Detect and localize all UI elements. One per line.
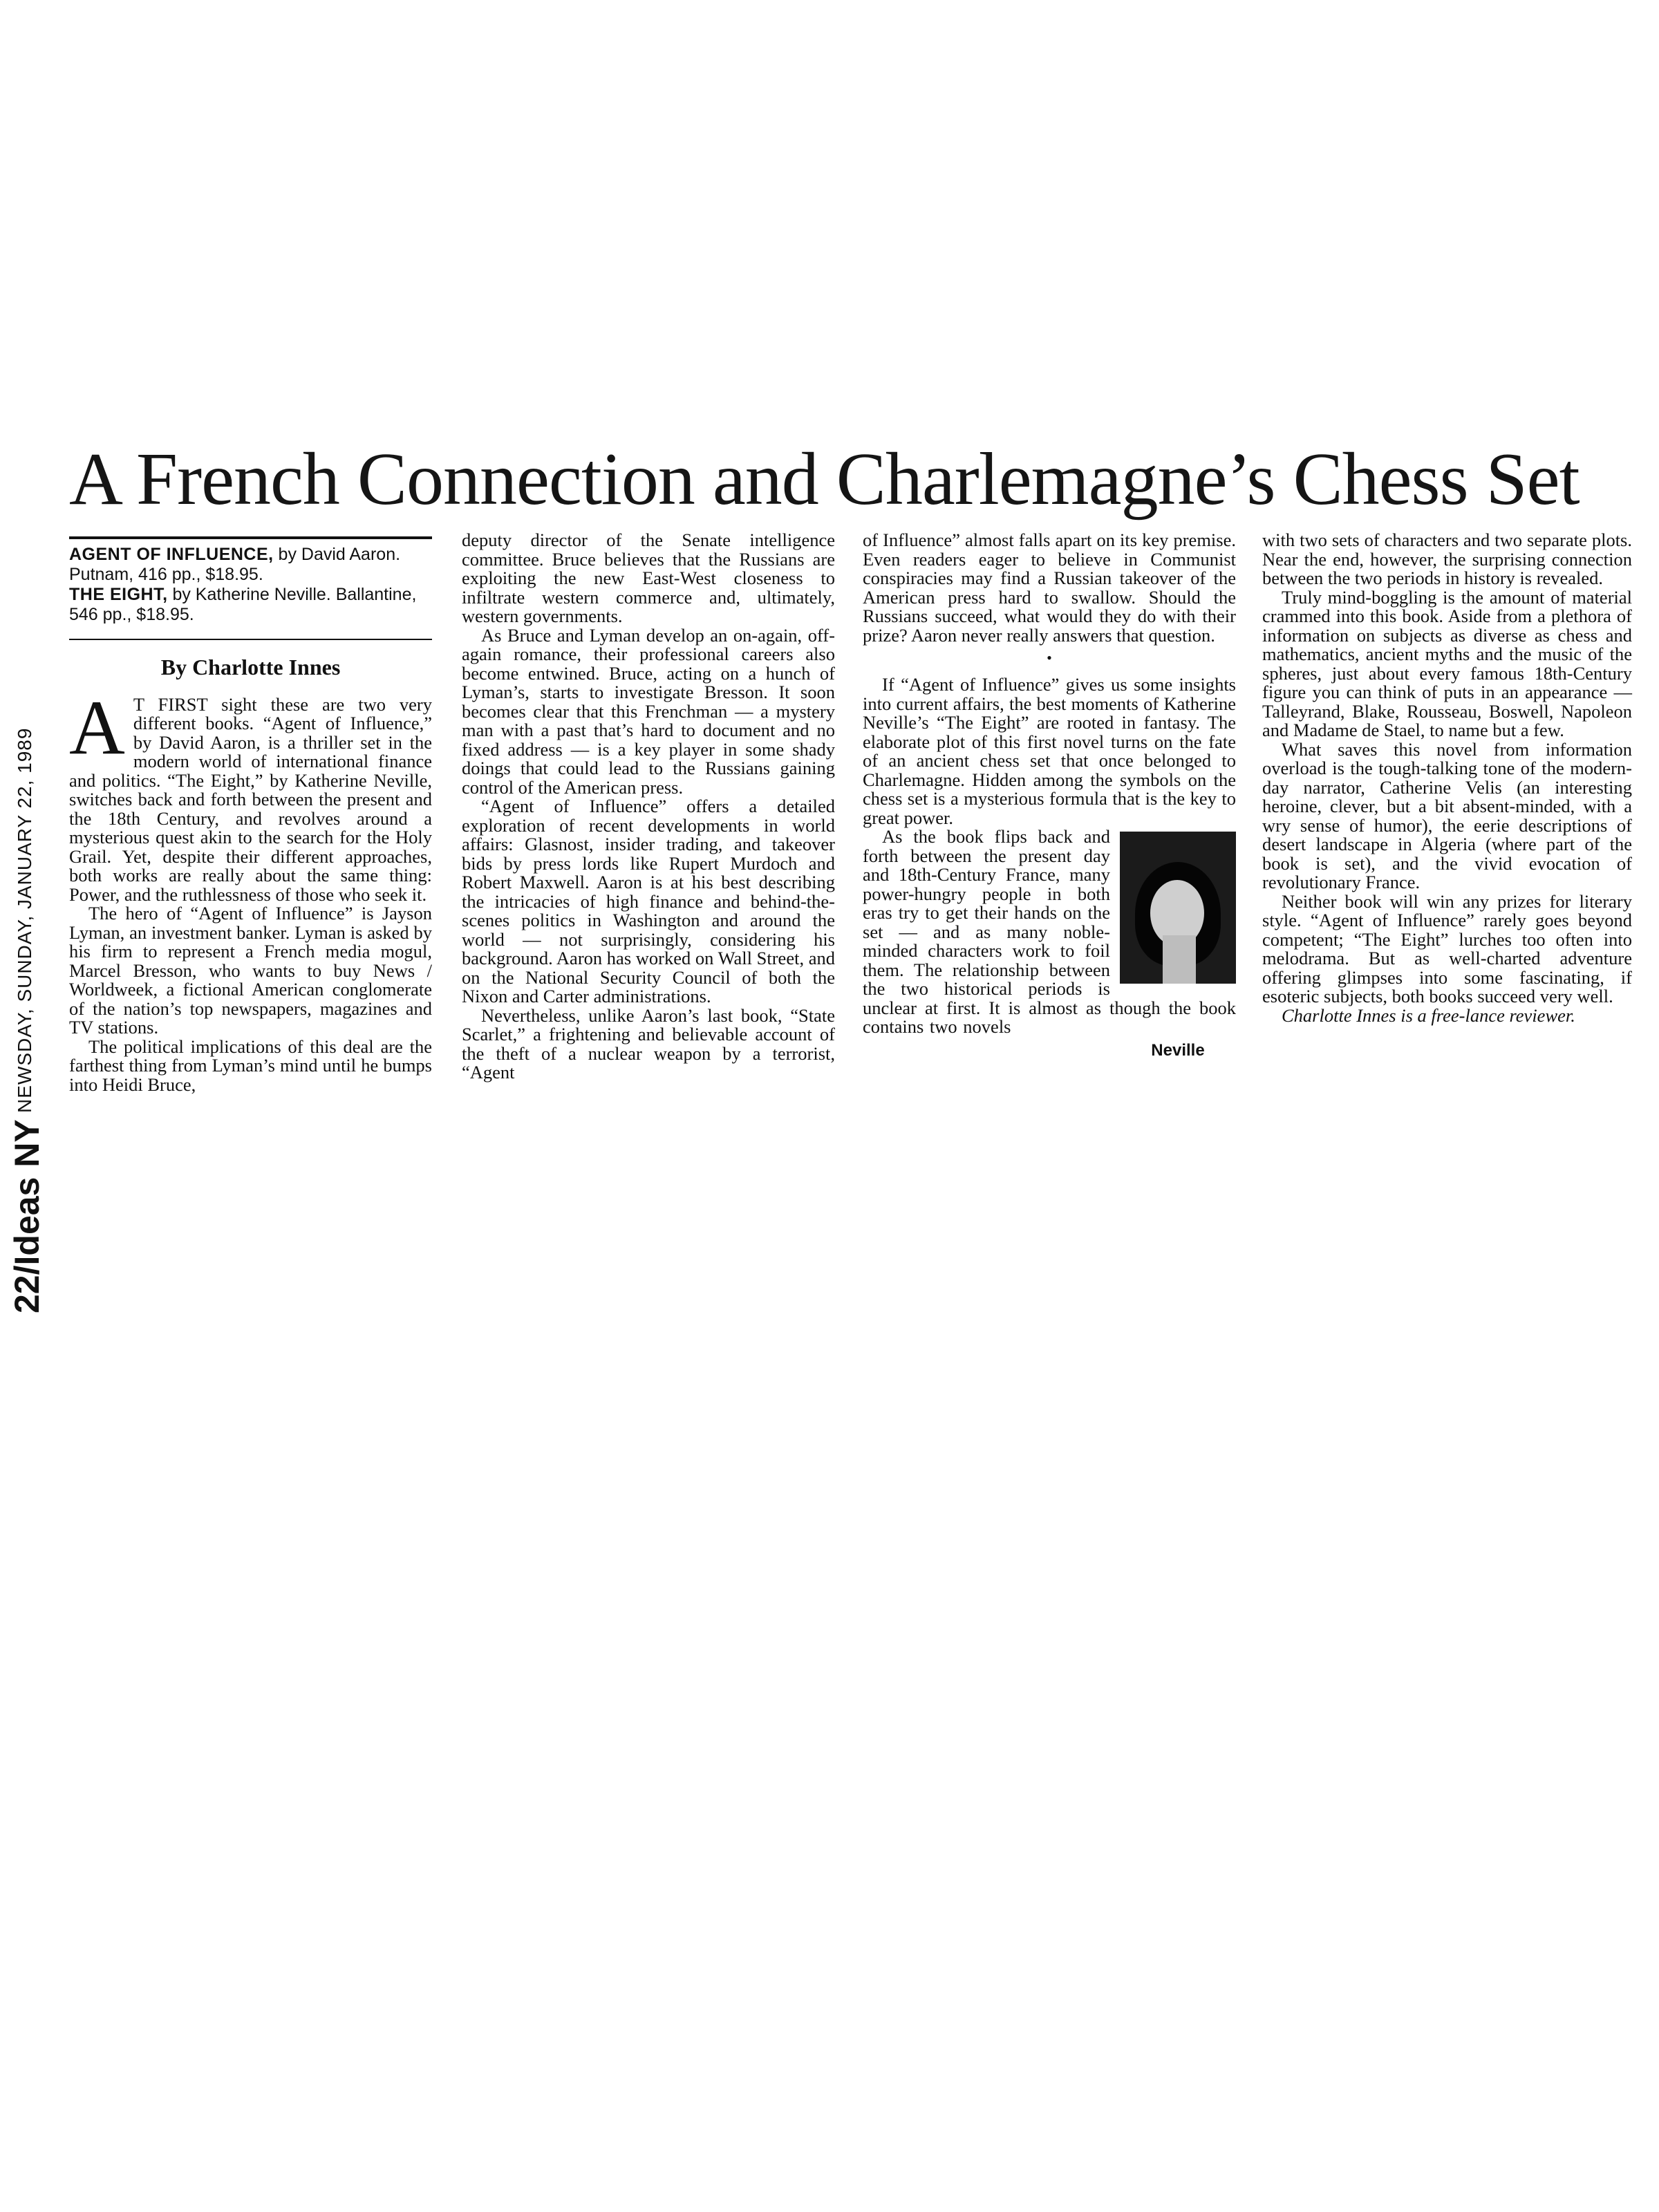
paragraph-11: with two sets of characters and two separate plots. Near the end, however, the surprising connection between the two periods in history is revealed. [1262,529,1632,588]
photo-caption: Neville [1151,1040,1205,1060]
paragraph-5: As Bruce and Lyman develop an on-again, off-again romance, their professional careers also become entwined. Bruce, acting on a hunch of Lyman’s, starts to investigate Bresson. It soon becomes clear that this Frenchman — a mystery man with a past that’s hard to document and no fixed address — is a key player in some shady doings that could lead to the Russians gaining control of the American press. [462,624,835,798]
paragraph-7: Nevertheless, unlike Aaron’s last book, “State Scarlet,” a frightening and believable account of the theft of a nuclear weapon by a terrorist, “Agent [462,1004,835,1082]
paragraph-4: deputy director of the Senate intelligence committee. Bruce believes that the Russians are exploiting the new East-West closeness to infiltrate western commerce and, ultimately, western governments. [462,529,835,626]
paragraph-14: Neither book will win any prizes for literary style. “Agent of Influence” rarely goes beyond competent; “The Eight” lurches too often into melodrama. But as well-charted adventure offering glimpses into some fascinating, if esoteric subjects, both books succeed very well. [1262,890,1632,1006]
section-separator: • [1047,649,1052,666]
section-tag: 22/Ideas NY [8,1119,46,1313]
column-1 [69,532,432,1094]
paragraph-3: The political implications of this deal are the farthest thing from Lyman’s mind until he bumps into Heidi Bruce, [69,1035,432,1095]
column-3 [863,531,1236,1060]
paragraph-12: Truly mind-boggling is the amount of material crammed into this book. Aside from a plethora of information on subjects as diverse as chess and mathematics, ancient myths and the music of the spheres, just about every famous 18th-Century figure you can think of puts in an appearance — Talleyrand, Blake, Rousseau, Boswell, Napoleon and Madame de Stael, to name but a few. [1262,586,1632,740]
paragraph-10-text: As the book flips back and forth between the present day and 18th-Century France, many power-hungry people in both eras try to get their hands on the set — and as many noble-minded characters work to foil them. The relationship between the two historical periods is unclear at first. It is almost as though the book contains two novels [863,826,1236,1037]
book-info-2 [69,585,432,625]
book-info-rule [69,639,432,640]
reviewer-tagline: Charlotte Innes is a free-lance reviewer. [1282,1004,1575,1026]
book-info-1 [69,545,432,585]
paragraph-9: If “Agent of Influence” gives us some insights into current affairs, the best moments of Katherine Neville’s “The Eight” are rooted in fantasy. The elaborate plot of this first novel turns on the fate of an ancient chess set that once belonged to Charlemagne. Hidden among the symbols on the chess set is a mysterious formula that is the key to great power. [863,674,1236,828]
paragraph-1-text: T FIRST sight these are two very different books. “Agent of Influence,” by David Aaron, is a thriller set in the modern world of international finance and politics. “The Eight,” by Katherine Neville, switches back and forth between the present and the 18th Century, and revolves around a mysterious quest akin to the search for the Holy Grail. Yet, despite their different approaches, both works are really about the same thing: Power, and the ruthlessness of those who seek it. [69,693,432,905]
photo-neck [1163,935,1196,984]
dateline: NEWSDAY, SUNDAY, JANUARY 22, 1989 [14,727,35,1113]
book-title-2: THE EIGHT, [69,585,168,604]
drop-cap: A [69,684,125,771]
book-details-2: by Katherine Neville. Ballantine, 546 pp., $18.95. [69,585,417,624]
headline: A French Connection and Charlemagne’s Chess Set [69,438,1580,521]
book-title-1: AGENT OF INFLUENCE, [69,545,274,564]
byline: By Charlotte Innes [160,655,341,679]
paragraph-13: What saves this novel from information overload is the tough-talking tone of the modern-day narrator, Catherine Velis (an interesting heroine, clever, but a bit absent-minded, with a wry sense of humor), the eerie descriptions of desert landscape in Algeria (where part of the book is set), and the vivid evocation of revolutionary France. [1262,738,1632,892]
top-rule [69,536,432,539]
book-details-1: by David Aaron. Putnam, 416 pp., $18.95. [69,545,401,584]
column-2 [462,531,835,1082]
photo-caption-row [863,1037,1236,1060]
column-4 [1262,531,1632,1025]
paragraph-6: “Agent of Influence” offers a detailed exploration of recent developments in world affairs: Glasnost, insider trading, and takeover bids by press lords like Rupert Murdoch and Robert Maxwell. Aaron is at his best describing the intricacies of high finance and behind-the-scenes politics in Washington and around the world — not surprisingly, considering his background. Aaron has worked on Wall Street, and on the National Security Council of both the Nixon and Carter administrations. [462,796,835,1006]
paragraph-2: The hero of “Agent of Influence” is Jayson Lyman, an investment banker. Lyman is asked by his firm to represent a French media mogul, Marcel Bresson, who wants to buy News / Worldweek, a fictional American conglomerate of the nation’s top newspapers, magazines and TV stations. [69,903,432,1038]
author-photo [1120,832,1236,984]
author-photo-box [1120,832,1236,984]
book-info [69,545,432,625]
paragraph-10 [863,827,1236,1037]
paragraph-8: of Influence” almost falls apart on its key premise. Even readers eager to believe in Communist conspiracies may find a Russian takeover of the American press hard to swallow. Should the Russians succeed, what would they do with their prize? Aaron never really answers that question. [863,529,1236,646]
paragraph-1 [69,684,432,905]
